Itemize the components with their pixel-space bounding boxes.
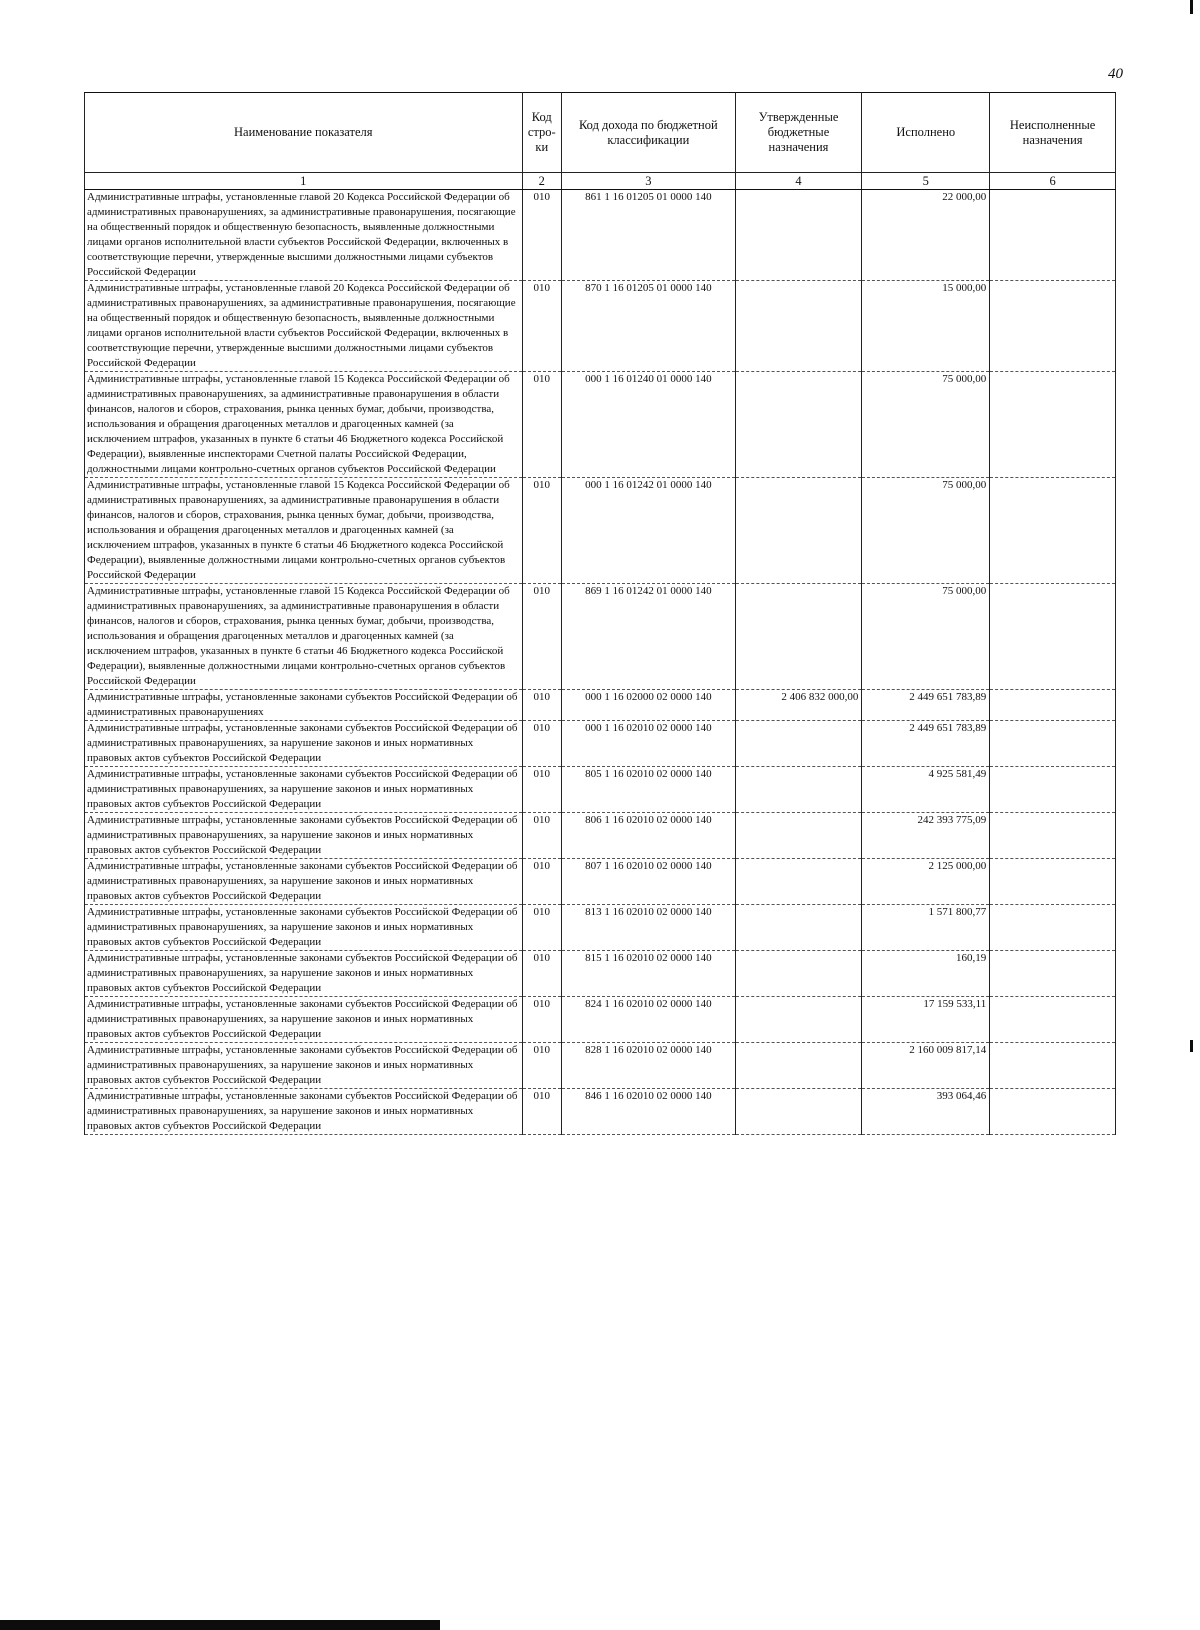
budget-execution-table: [84, 92, 1116, 1135]
header-unexecuted: Неисполненные назначения: [990, 93, 1116, 173]
row-executed: 1 571 800,77: [862, 905, 990, 951]
row-executed: 22 000,00: [862, 190, 990, 281]
table-body: [85, 190, 1116, 1135]
row-income-code: 869 1 16 01242 01 0000 140: [562, 584, 736, 690]
row-approved: [735, 478, 862, 584]
row-unexecuted: [990, 584, 1116, 690]
column-number: 5: [862, 173, 990, 190]
row-unexecuted: [990, 997, 1116, 1043]
row-executed: 4 925 581,49: [862, 767, 990, 813]
scan-edge-bar: [0, 1620, 440, 1630]
header-indicator-name: Наименование показателя: [85, 93, 523, 173]
row-approved: [735, 1043, 862, 1089]
table-row: [85, 767, 1116, 813]
table-row: [85, 721, 1116, 767]
header-executed: Исполнено: [862, 93, 990, 173]
row-unexecuted: [990, 951, 1116, 997]
row-unexecuted: [990, 372, 1116, 478]
row-income-code: 813 1 16 02010 02 0000 140: [562, 905, 736, 951]
row-income-code: 846 1 16 02010 02 0000 140: [562, 1089, 736, 1135]
row-indicator-name: Административные штрафы, установленные законами субъектов Российской Федерации об административных правонарушениях, за нарушение законов и иных нормативных правовых актов субъектов Российской Федерации: [85, 859, 523, 905]
table-row: [85, 281, 1116, 372]
header-line-code: Код стро-ки: [522, 93, 561, 173]
table-row: [85, 1089, 1116, 1135]
row-income-code: 824 1 16 02010 02 0000 140: [562, 997, 736, 1043]
row-line-code: 010: [522, 859, 561, 905]
row-executed: 2 160 009 817,14: [862, 1043, 990, 1089]
row-indicator-name: Административные штрафы, установленные законами субъектов Российской Федерации об административных правонарушениях, за нарушение законов и иных нормативных правовых актов субъектов Российской Федерации: [85, 905, 523, 951]
row-approved: [735, 997, 862, 1043]
row-line-code: 010: [522, 372, 561, 478]
column-number: 6: [990, 173, 1116, 190]
row-line-code: 010: [522, 690, 561, 721]
table-row: [85, 951, 1116, 997]
row-indicator-name: Административные штрафы, установленные главой 15 Кодекса Российской Федерации об административных правонарушениях, за административные правонарушения в области финансов, налогов и сборов, страхования, рынка ценных бумаг, добычи, производства, использования и обращения драгоценных металлов и драгоценных камней (за исключением штрафов, указанных в пункте 6 статьи 46 Бюджетного кодекса Российской Федерации), выявленные инспекторами Счетной палаты Российской Федерации, должностными лицами контрольно-счетных органов субъектов Российской Федерации: [85, 372, 523, 478]
table-row: [85, 584, 1116, 690]
table-row: [85, 813, 1116, 859]
row-line-code: 010: [522, 1089, 561, 1135]
row-indicator-name: Административные штрафы, установленные законами субъектов Российской Федерации об административных правонарушениях: [85, 690, 523, 721]
row-approved: [735, 905, 862, 951]
column-number: 4: [735, 173, 862, 190]
row-income-code: 828 1 16 02010 02 0000 140: [562, 1043, 736, 1089]
row-approved: [735, 813, 862, 859]
row-income-code: 000 1 16 02010 02 0000 140: [562, 721, 736, 767]
row-indicator-name: Административные штрафы, установленные главой 15 Кодекса Российской Федерации об административных правонарушениях, за административные правонарушения в области финансов, налогов и сборов, страхования, рынка ценных бумаг, добычи, производства, использования и обращения драгоценных металлов и драгоценных камней (за исключением штрафов, указанных в пункте 6 статьи 46 Бюджетного кодекса Российской Федерации), выявленные должностными лицами контрольно-счетных органов субъектов Российской Федерации: [85, 584, 523, 690]
row-unexecuted: [990, 281, 1116, 372]
column-number: 1: [85, 173, 523, 190]
row-approved: [735, 372, 862, 478]
header-income-code: Код дохода по бюджетной классификации: [562, 93, 736, 173]
scan-edge-mark: [1190, 1040, 1193, 1052]
row-unexecuted: [990, 905, 1116, 951]
header-approved: Утвержденные бюджетные назначения: [735, 93, 862, 173]
row-executed: 160,19: [862, 951, 990, 997]
row-unexecuted: [990, 190, 1116, 281]
row-indicator-name: Административные штрафы, установленные законами субъектов Российской Федерации об административных правонарушениях, за нарушение законов и иных нормативных правовых актов субъектов Российской Федерации: [85, 997, 523, 1043]
row-indicator-name: Административные штрафы, установленные главой 20 Кодекса Российской Федерации об административных правонарушениях, за административные правонарушения, посягающие на общественный порядок и общественную безопасность, выявленные должностными лицами органов исполнительной власти субъектов Российской Федерации, включенных в соответствующие перечни, утвержденные высшими должностными лицами субъектов Российской Федерации: [85, 190, 523, 281]
row-income-code: 805 1 16 02010 02 0000 140: [562, 767, 736, 813]
row-approved: [735, 281, 862, 372]
row-approved: [735, 721, 862, 767]
table-row: [85, 859, 1116, 905]
page-number: 40: [1108, 66, 1123, 82]
row-unexecuted: [990, 859, 1116, 905]
row-approved: [735, 859, 862, 905]
row-line-code: 010: [522, 1043, 561, 1089]
row-unexecuted: [990, 690, 1116, 721]
table-row: [85, 190, 1116, 281]
row-line-code: 010: [522, 905, 561, 951]
table-row: [85, 1043, 1116, 1089]
column-number: 3: [562, 173, 736, 190]
row-executed: 15 000,00: [862, 281, 990, 372]
row-unexecuted: [990, 478, 1116, 584]
row-income-code: 806 1 16 02010 02 0000 140: [562, 813, 736, 859]
row-approved: [735, 767, 862, 813]
row-indicator-name: Административные штрафы, установленные главой 20 Кодекса Российской Федерации об административных правонарушениях, за административные правонарушения, посягающие на общественный порядок и общественную безопасность, выявленные должностными лицами органов исполнительной власти субъектов Российской Федерации, включенных в соответствующие перечни, утвержденные высшими должностными лицами субъектов Российской Федерации: [85, 281, 523, 372]
row-unexecuted: [990, 721, 1116, 767]
row-income-code: 870 1 16 01205 01 0000 140: [562, 281, 736, 372]
row-income-code: 815 1 16 02010 02 0000 140: [562, 951, 736, 997]
row-approved: [735, 584, 862, 690]
row-executed: 75 000,00: [862, 372, 990, 478]
row-indicator-name: Административные штрафы, установленные законами субъектов Российской Федерации об административных правонарушениях, за нарушение законов и иных нормативных правовых актов субъектов Российской Федерации: [85, 1089, 523, 1135]
table-row: [85, 690, 1116, 721]
table-row: [85, 478, 1116, 584]
row-approved: [735, 951, 862, 997]
row-executed: 75 000,00: [862, 478, 990, 584]
table-header-row: [85, 93, 1116, 173]
row-executed: 2 449 651 783,89: [862, 721, 990, 767]
row-income-code: 861 1 16 01205 01 0000 140: [562, 190, 736, 281]
column-number-row: [85, 173, 1116, 190]
row-executed: 393 064,46: [862, 1089, 990, 1135]
table-row: [85, 372, 1116, 478]
row-line-code: 010: [522, 478, 561, 584]
row-unexecuted: [990, 813, 1116, 859]
row-indicator-name: Административные штрафы, установленные законами субъектов Российской Федерации об административных правонарушениях, за нарушение законов и иных нормативных правовых актов субъектов Российской Федерации: [85, 813, 523, 859]
row-income-code: 000 1 16 02000 02 0000 140: [562, 690, 736, 721]
row-approved: [735, 1089, 862, 1135]
table-row: [85, 905, 1116, 951]
row-income-code: 000 1 16 01240 01 0000 140: [562, 372, 736, 478]
row-line-code: 010: [522, 281, 561, 372]
row-income-code: 000 1 16 01242 01 0000 140: [562, 478, 736, 584]
row-unexecuted: [990, 767, 1116, 813]
row-line-code: 010: [522, 767, 561, 813]
row-indicator-name: Административные штрафы, установленные законами субъектов Российской Федерации об административных правонарушениях, за нарушение законов и иных нормативных правовых актов субъектов Российской Федерации: [85, 1043, 523, 1089]
table-row: [85, 997, 1116, 1043]
row-indicator-name: Административные штрафы, установленные главой 15 Кодекса Российской Федерации об административных правонарушениях, за административные правонарушения в области финансов, налогов и сборов, страхования, рынка ценных бумаг, добычи, производства, использования и обращения драгоценных металлов и драгоценных камней (за исключением штрафов, указанных в пункте 6 статьи 46 Бюджетного кодекса Российской Федерации), выявленные должностными лицами контрольно-счетных органов субъектов Российской Федерации: [85, 478, 523, 584]
scan-edge-mark: [1190, 0, 1193, 14]
row-executed: 17 159 533,11: [862, 997, 990, 1043]
row-unexecuted: [990, 1043, 1116, 1089]
row-executed: 242 393 775,09: [862, 813, 990, 859]
row-line-code: 010: [522, 813, 561, 859]
row-executed: 2 449 651 783,89: [862, 690, 990, 721]
row-indicator-name: Административные штрафы, установленные законами субъектов Российской Федерации об административных правонарушениях, за нарушение законов и иных нормативных правовых актов субъектов Российской Федерации: [85, 721, 523, 767]
row-indicator-name: Административные штрафы, установленные законами субъектов Российской Федерации об административных правонарушениях, за нарушение законов и иных нормативных правовых актов субъектов Российской Федерации: [85, 767, 523, 813]
row-indicator-name: Административные штрафы, установленные законами субъектов Российской Федерации об административных правонарушениях, за нарушение законов и иных нормативных правовых актов субъектов Российской Федерации: [85, 951, 523, 997]
row-line-code: 010: [522, 951, 561, 997]
row-line-code: 010: [522, 584, 561, 690]
row-line-code: 010: [522, 997, 561, 1043]
row-line-code: 010: [522, 190, 561, 281]
row-executed: 75 000,00: [862, 584, 990, 690]
row-approved: [735, 190, 862, 281]
row-executed: 2 125 000,00: [862, 859, 990, 905]
row-income-code: 807 1 16 02010 02 0000 140: [562, 859, 736, 905]
row-line-code: 010: [522, 721, 561, 767]
row-unexecuted: [990, 1089, 1116, 1135]
column-number: 2: [522, 173, 561, 190]
row-approved: 2 406 832 000,00: [735, 690, 862, 721]
